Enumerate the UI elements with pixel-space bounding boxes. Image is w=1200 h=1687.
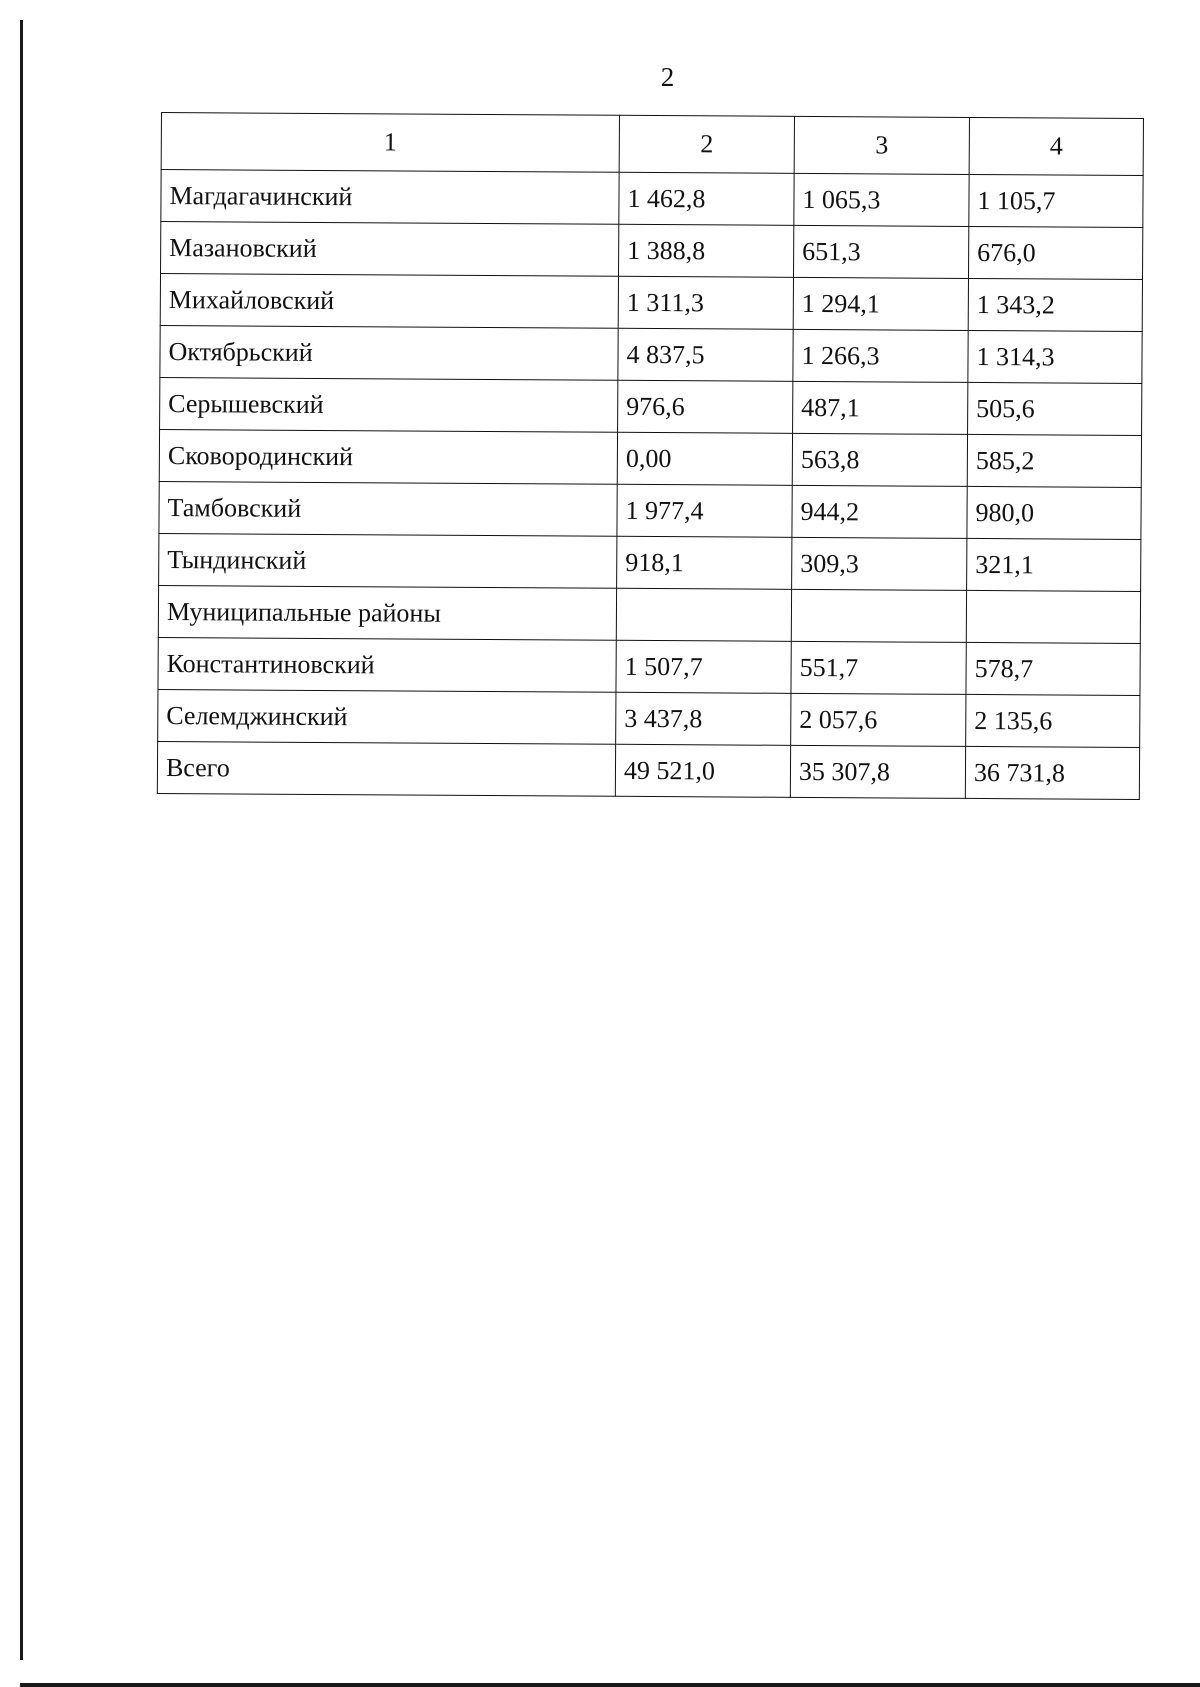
table-cell: 944,2 [792, 485, 967, 538]
district-name: Мазановский [161, 222, 619, 277]
table-row [159, 533, 1141, 591]
district-name: Сковородинский [159, 429, 617, 484]
column-header: 1 [161, 113, 619, 173]
table-row [158, 637, 1140, 695]
table-cell: 1 105,7 [969, 174, 1143, 227]
table-cell: 1 977,4 [617, 484, 792, 537]
table-cell: 49 521,0 [615, 744, 790, 797]
table-cell: 976,6 [618, 380, 793, 433]
column-header: 3 [794, 116, 969, 174]
district-name: Тамбовский [159, 481, 617, 536]
table-cell [616, 588, 791, 641]
scan-bottom-edge [20, 1683, 1200, 1687]
table-cell: 980,0 [967, 486, 1141, 539]
table-cell: 2 057,6 [791, 693, 966, 746]
district-name: Тындинский [159, 533, 617, 588]
table-cell: 1 294,1 [793, 277, 968, 330]
table-cell: 1 311,3 [618, 276, 793, 329]
header-row [161, 113, 1143, 176]
district-name: Михайловский [160, 274, 618, 329]
table-cell: 918,1 [617, 536, 792, 589]
column-header: 2 [619, 115, 794, 173]
table-row [158, 689, 1140, 747]
district-name: Селемджинский [158, 689, 616, 744]
table-cell: 1 507,7 [616, 640, 791, 693]
table-row [160, 325, 1142, 383]
scan-left-edge [20, 20, 23, 1660]
table-cell [966, 590, 1140, 643]
table-cell: 1 314,3 [968, 330, 1142, 383]
table-cell: 3 437,8 [616, 692, 791, 745]
table-cell: 551,7 [791, 641, 966, 694]
section-header-row [158, 585, 1140, 643]
total-row [157, 741, 1139, 799]
table-cell: 1 343,2 [968, 278, 1142, 331]
table-cell: 4 837,5 [618, 328, 793, 381]
total-label: Всего [157, 741, 615, 796]
district-name: Серышевский [160, 377, 618, 432]
table-row [160, 377, 1142, 435]
table-cell: 1 462,8 [619, 172, 794, 225]
table-cell: 585,2 [967, 434, 1141, 487]
table-cell: 651,3 [794, 225, 969, 278]
table-row [161, 222, 1143, 280]
column-header: 4 [969, 117, 1143, 175]
table-cell: 563,8 [792, 433, 967, 486]
table-cell: 505,6 [968, 382, 1142, 435]
table-cell: 2 135,6 [966, 694, 1140, 747]
table-cell [791, 589, 966, 642]
table-row [159, 429, 1141, 487]
table-cell: 321,1 [967, 538, 1141, 591]
table-row [159, 481, 1141, 539]
table-cell: 0,00 [617, 432, 792, 485]
table-cell: 1 388,8 [619, 224, 794, 277]
table-row [161, 170, 1143, 228]
data-table [157, 112, 1144, 800]
table-cell: 1 065,3 [794, 173, 969, 226]
table-cell: 1 266,3 [793, 329, 968, 382]
table-cell: 309,3 [792, 537, 967, 590]
district-name: Октябрьский [160, 325, 618, 380]
table-cell: 35 307,8 [790, 745, 965, 798]
table-cell: 487,1 [793, 381, 968, 434]
district-name: Магдагачинский [161, 170, 619, 225]
page-number: 2 [660, 62, 675, 92]
table-cell: 676,0 [968, 226, 1142, 279]
table-cell: 578,7 [966, 642, 1140, 695]
district-name: Константиновский [158, 637, 616, 692]
table-row [160, 274, 1142, 332]
table-cell: 36 731,8 [965, 746, 1139, 799]
section-label: Муниципальные районы [158, 585, 616, 640]
